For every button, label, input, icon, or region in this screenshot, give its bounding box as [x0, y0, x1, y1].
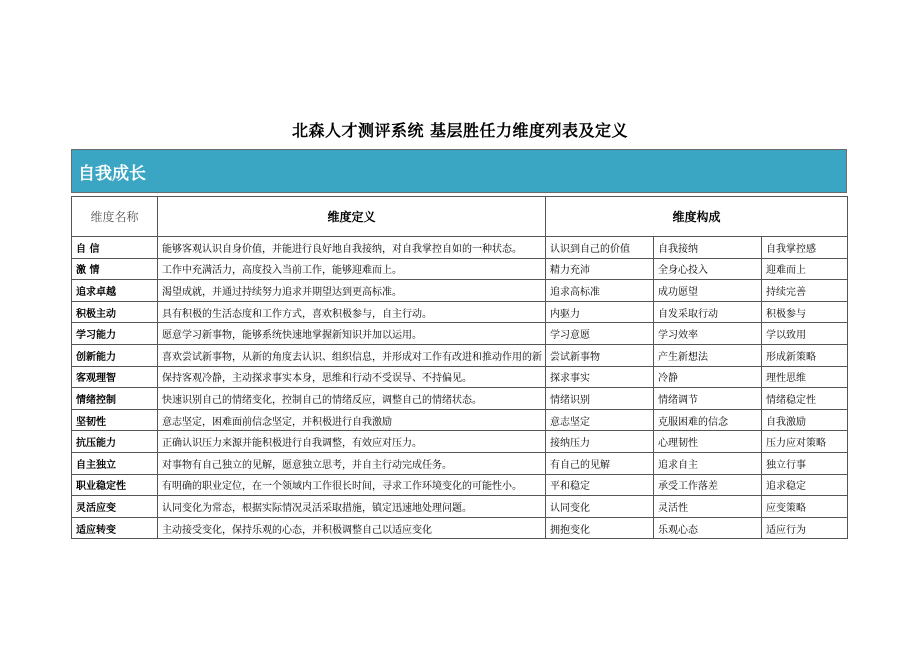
header-dimension-composition: 维度构成	[546, 197, 848, 237]
dimension-definition-cell: 正确认识压力来源并能积极进行自我调整，有效应对压力。	[158, 431, 546, 453]
composition-cell-1: 尝试新事物	[546, 344, 654, 366]
composition-cell-2: 克服困难的信念	[654, 409, 762, 431]
composition-cell-2: 自发采取行动	[654, 301, 762, 323]
composition-cell-3: 学以致用	[762, 323, 848, 345]
composition-cell-1: 接纳压力	[546, 431, 654, 453]
composition-cell-3: 适应行为	[762, 517, 848, 539]
dimension-definition-cell: 对事物有自己独立的见解，愿意独立思考，并自主行动完成任务。	[158, 452, 546, 474]
composition-cell-1: 认同变化	[546, 496, 654, 518]
dimension-definition-cell: 喜欢尝试新事物，从新的角度去认识、组织信息，并形成对工作有改进和推动作用的新	[158, 344, 546, 366]
composition-cell-2: 情绪调节	[654, 388, 762, 410]
dimension-definition-cell: 工作中充满活力，高度投入当前工作，能够迎难而上。	[158, 258, 546, 280]
dimension-name-cell: 自 信	[72, 237, 158, 259]
table-row	[72, 431, 848, 453]
composition-cell-1: 学习意愿	[546, 323, 654, 345]
composition-cell-2: 学习效率	[654, 323, 762, 345]
competency-table	[71, 196, 848, 539]
composition-cell-1: 平和稳定	[546, 474, 654, 496]
composition-cell-3: 持续完善	[762, 280, 848, 302]
dimension-definition-cell: 快速识别自己的情绪变化，控制自己的情绪反应，调整自己的情绪状态。	[158, 388, 546, 410]
composition-cell-2: 灵活性	[654, 496, 762, 518]
table-row	[72, 388, 848, 410]
composition-cell-3: 自我掌控感	[762, 237, 848, 259]
dimension-name-cell: 积极主动	[72, 301, 158, 323]
dimension-definition-cell: 有明确的职业定位，在一个领域内工作很长时间，寻求工作环境变化的可能性小。	[158, 474, 546, 496]
dimension-definition-cell: 渴望成就，并通过持续努力追求并期望达到更高标准。	[158, 280, 546, 302]
composition-cell-3: 情绪稳定性	[762, 388, 848, 410]
composition-cell-2: 产生新想法	[654, 344, 762, 366]
section-title: 自我成长	[78, 164, 146, 184]
dimension-name-cell: 坚韧性	[72, 409, 158, 431]
composition-cell-2: 追求自主	[654, 452, 762, 474]
table-row	[72, 496, 848, 518]
composition-cell-1: 认识到自己的价值	[546, 237, 654, 259]
table-header-row	[72, 197, 848, 237]
dimension-name-cell: 适应转变	[72, 517, 158, 539]
composition-cell-1: 拥抱变化	[546, 517, 654, 539]
dimension-name-cell: 学习能力	[72, 323, 158, 345]
table-row	[72, 237, 848, 259]
dimension-definition-cell: 主动接受变化，保持乐观的心态，并积极调整自己以适应变化	[158, 517, 546, 539]
composition-cell-2: 成功愿望	[654, 280, 762, 302]
table-row	[72, 280, 848, 302]
table-row	[72, 517, 848, 539]
dimension-name-cell: 激 情	[72, 258, 158, 280]
dimension-definition-cell: 意志坚定，困难面前信念坚定，并积极进行自我激励	[158, 409, 546, 431]
dimension-name-cell: 抗压能力	[72, 431, 158, 453]
table-row	[72, 452, 848, 474]
dimension-definition-cell: 认同变化为常态，根据实际情况灵活采取措施，镇定迅速地处理问题。	[158, 496, 546, 518]
composition-cell-3: 追求稳定	[762, 474, 848, 496]
dimension-name-cell: 情绪控制	[72, 388, 158, 410]
dimension-name-cell: 创新能力	[72, 344, 158, 366]
dimension-name-cell: 自主独立	[72, 452, 158, 474]
composition-cell-3: 积极参与	[762, 301, 848, 323]
dimension-definition-cell: 能够客观认识自身价值，并能进行良好地自我接纳，对自我掌控自如的一种状态。	[158, 237, 546, 259]
composition-cell-3: 迎难而上	[762, 258, 848, 280]
composition-cell-1: 追求高标准	[546, 280, 654, 302]
dimension-name-cell: 职业稳定性	[72, 474, 158, 496]
header-dimension-name: 维度名称	[72, 197, 158, 237]
table-row	[72, 258, 848, 280]
composition-cell-3: 压力应对策略	[762, 431, 848, 453]
dimension-definition-cell: 保持客观冷静，主动探求事实本身，思维和行动不受误导、不持偏见。	[158, 366, 546, 388]
composition-cell-1: 探求事实	[546, 366, 654, 388]
composition-cell-3: 理性思维	[762, 366, 848, 388]
section-header	[71, 149, 847, 193]
dimension-definition-cell: 具有积极的生活态度和工作方式，喜欢积极参与，自主行动。	[158, 301, 546, 323]
dimension-definition-cell: 愿意学习新事物，能够系统快速地掌握新知识并加以运用。	[158, 323, 546, 345]
dimension-name-cell: 灵活应变	[72, 496, 158, 518]
composition-cell-2: 乐观心态	[654, 517, 762, 539]
document-title: 北森人才测评系统 基层胜任力维度列表及定义	[291, 121, 629, 140]
composition-cell-2: 心理韧性	[654, 431, 762, 453]
table-row	[72, 344, 848, 366]
composition-cell-1: 意志坚定	[546, 409, 654, 431]
dimension-name-cell: 客观理智	[72, 366, 158, 388]
composition-cell-3: 独立行事	[762, 452, 848, 474]
composition-cell-2: 自我接纳	[654, 237, 762, 259]
table-row	[72, 301, 848, 323]
composition-cell-1: 精力充沛	[546, 258, 654, 280]
table-row	[72, 366, 848, 388]
composition-cell-3: 形成新策略	[762, 344, 848, 366]
composition-cell-2: 冷静	[654, 366, 762, 388]
composition-cell-1: 情绪识别	[546, 388, 654, 410]
table-row	[72, 474, 848, 496]
composition-cell-3: 自我激励	[762, 409, 848, 431]
table-row	[72, 409, 848, 431]
composition-cell-2: 承受工作落差	[654, 474, 762, 496]
header-dimension-definition: 维度定义	[158, 197, 546, 237]
dimension-name-cell: 追求卓越	[72, 280, 158, 302]
composition-cell-2: 全身心投入	[654, 258, 762, 280]
table-row	[72, 323, 848, 345]
table-body	[72, 237, 848, 539]
composition-cell-1: 内驱力	[546, 301, 654, 323]
composition-cell-1: 有自己的见解	[546, 452, 654, 474]
composition-cell-3: 应变策略	[762, 496, 848, 518]
